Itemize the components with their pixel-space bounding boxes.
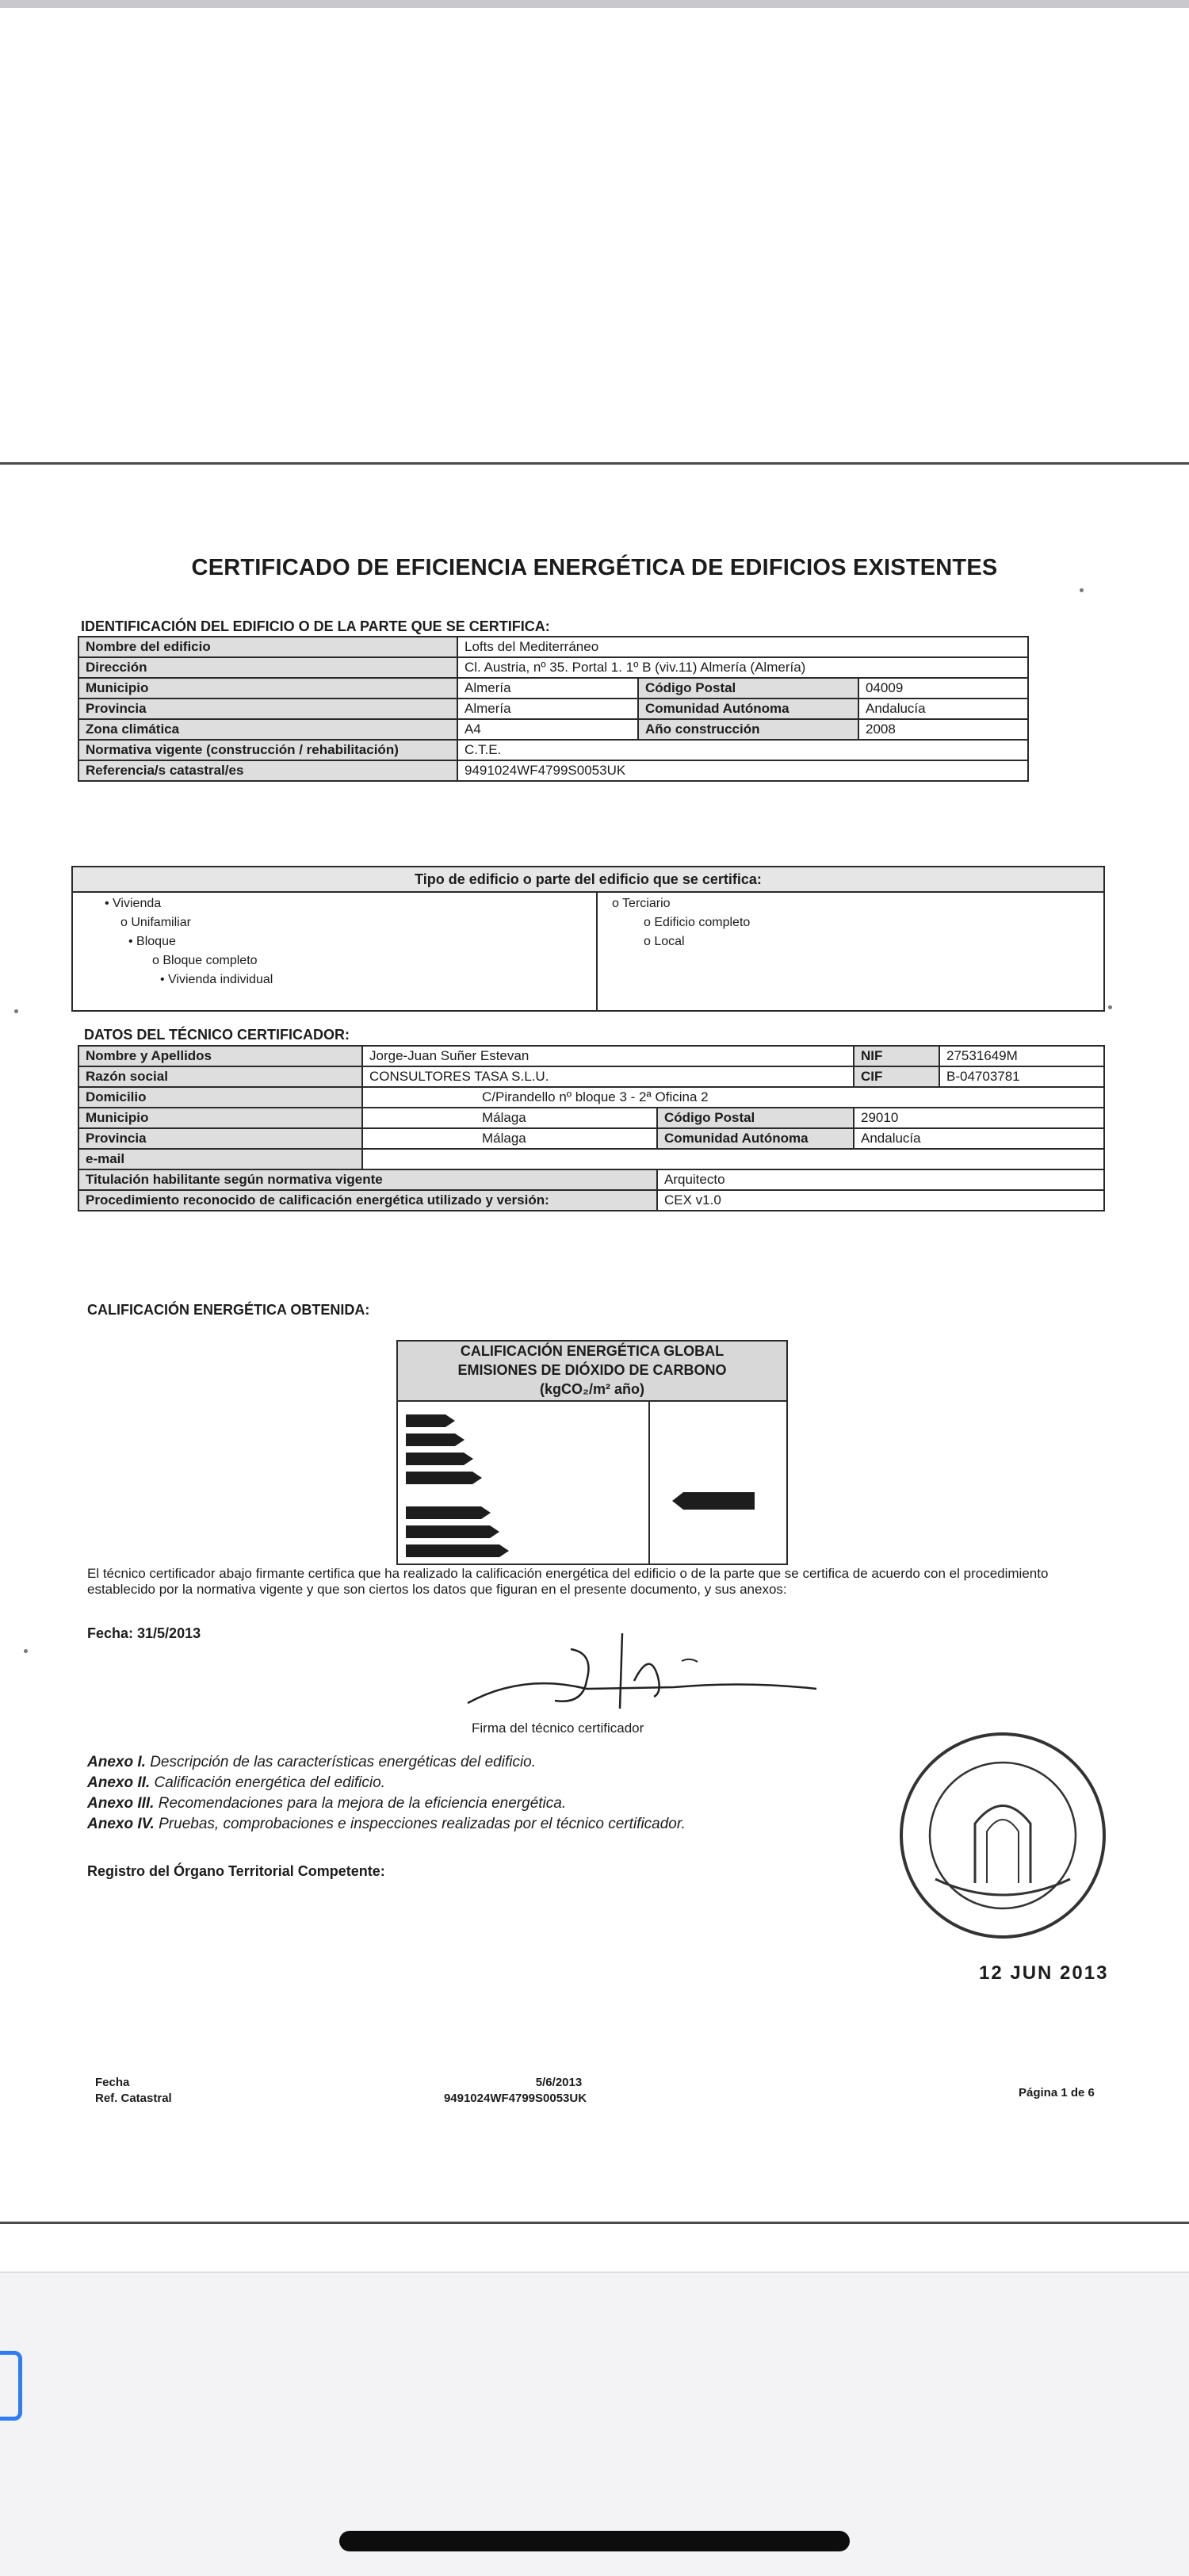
cadastral-ref-label: Referencia/s catastral/es xyxy=(78,760,457,781)
region-value: Andalucía xyxy=(858,699,1028,719)
municipio-value: Almería xyxy=(457,678,638,699)
building-type-header: Tipo de edificio o parte del edificio que se certifica: xyxy=(73,867,1103,893)
tech-municipio-value: Málaga xyxy=(362,1108,657,1128)
energy-rating-box xyxy=(396,1340,788,1565)
scan-speck xyxy=(24,1649,28,1653)
table-row xyxy=(78,1087,1104,1108)
option-bloque-completo: o Bloque completo xyxy=(152,954,258,967)
razon-social-label: Razón social xyxy=(78,1066,362,1087)
scan-speck xyxy=(14,1009,18,1013)
building-name-value: Lofts del Mediterráneo xyxy=(457,637,1028,657)
rating-header-line3: (kgCO₂/m² año) xyxy=(540,1381,644,1397)
table-row xyxy=(78,1190,1104,1211)
postal-code-value: 04009 xyxy=(858,678,1028,699)
technician-table xyxy=(78,1045,1105,1211)
document-title: CERTIFICADO DE EFICIENCIA ENERGÉTICA DE EDIFICIOS EXISTENTES xyxy=(191,555,998,580)
tech-postal-label: Código Postal xyxy=(657,1108,854,1128)
normativa-label: Normativa vigente (construcción / rehabilitación) xyxy=(78,740,457,760)
razon-social-value: CONSULTORES TASA S.L.U. xyxy=(362,1066,854,1087)
tech-municipio-label: Municipio xyxy=(78,1108,362,1128)
footer-labels xyxy=(95,2075,172,2107)
scan-edge-bottom xyxy=(0,2222,1189,2224)
tech-name-value: Jorge-Juan Suñer Estevan xyxy=(362,1046,854,1066)
page-number: Página 1 de 6 xyxy=(1019,2086,1095,2099)
tech-provincia-label: Provincia xyxy=(78,1128,362,1149)
rating-bar-3 xyxy=(406,1453,464,1465)
option-edificio-completo: o Edificio completo xyxy=(644,916,751,929)
official-seal-icon xyxy=(888,1721,1118,1950)
building-type-divider xyxy=(596,891,598,1010)
document-icon[interactable] xyxy=(0,2351,22,2421)
footer-date-value: 5/6/2013 xyxy=(535,2076,583,2089)
email-label: e-mail xyxy=(78,1149,362,1169)
building-table xyxy=(78,636,1029,782)
annex-1: Anexo I. Descripción de las características energéticas del edificio. xyxy=(87,1754,537,1770)
issue-date: Fecha: 31/5/2013 xyxy=(87,1625,201,1641)
signature-icon xyxy=(412,1617,824,1721)
footer-values xyxy=(388,2075,642,2107)
nif-value: 27531649M xyxy=(939,1046,1104,1066)
titulacion-label: Titulación habilitante según normativa vigente xyxy=(78,1169,657,1190)
option-unifamiliar: o Unifamiliar xyxy=(120,916,191,929)
annex-3: Anexo III. Recomendaciones para la mejora de la eficiencia energética. xyxy=(87,1795,567,1812)
year-built-label: Año construcción xyxy=(638,719,858,740)
building-section-title: IDENTIFICACIÓN DEL EDIFICIO O DE LA PARTE QUE SE CERTIFICA: xyxy=(81,618,550,634)
scan-speck xyxy=(1108,1005,1112,1009)
table-row xyxy=(78,1169,1104,1190)
option-bloque: • Bloque xyxy=(128,935,176,948)
nif-label: NIF xyxy=(854,1046,939,1066)
signature-label: Firma del técnico certificador xyxy=(472,1721,644,1736)
rating-divider xyxy=(648,1400,650,1564)
rating-bar-7 xyxy=(406,1544,499,1557)
footer-date-label: Fecha xyxy=(95,2076,130,2089)
certificate-document xyxy=(63,452,1126,2216)
annex-2: Anexo II. Calificación energética del edificio. xyxy=(87,1774,385,1791)
rating-section-title: CALIFICACIÓN ENERGÉTICA OBTENIDA: xyxy=(87,1302,370,1318)
climate-zone-label: Zona climática xyxy=(78,719,457,740)
building-name-label: Nombre del edificio xyxy=(78,637,457,657)
table-row xyxy=(78,678,1028,699)
footer-ref-value: 9491024WF4799S0053UK xyxy=(443,2092,587,2105)
address-value: Cl. Austria, nº 35. Portal 1. 1º B (viv.11) Almería (Almería) xyxy=(457,657,1028,678)
table-row xyxy=(78,1149,1104,1169)
tech-name-label: Nombre y Apellidos xyxy=(78,1046,362,1066)
option-local: o Local xyxy=(644,935,685,948)
option-vivienda: • Vivienda xyxy=(105,897,162,910)
table-row xyxy=(78,637,1028,657)
footer-ref-label: Ref. Catastral xyxy=(95,2092,172,2105)
address-label: Dirección xyxy=(78,657,457,678)
rating-bar-6 xyxy=(406,1525,490,1538)
postal-code-label: Código Postal xyxy=(638,678,858,699)
tech-provincia-value: Málaga xyxy=(362,1128,657,1149)
rating-bar-1 xyxy=(406,1414,445,1427)
rating-result-marker xyxy=(683,1492,755,1510)
cif-value: B-04703781 xyxy=(939,1066,1104,1087)
cadastral-ref-value: 9491024WF4799S0053UK xyxy=(457,760,1028,781)
rating-bar-2 xyxy=(406,1433,455,1446)
table-row xyxy=(78,1046,1104,1066)
rating-bar-4 xyxy=(406,1472,472,1484)
procedimiento-label: Procedimiento reconocido de calificación energética utilizado y versión: xyxy=(78,1190,657,1211)
home-indicator[interactable] xyxy=(339,2531,850,2551)
table-row xyxy=(78,1108,1104,1128)
option-vivienda-individual: • Vivienda individual xyxy=(160,973,273,986)
table-row xyxy=(78,740,1028,760)
tech-region-value: Andalucía xyxy=(854,1128,1104,1149)
procedimiento-value: CEX v1.0 xyxy=(657,1190,1104,1211)
provincia-label: Provincia xyxy=(78,699,457,719)
domicilio-value: C/Pirandello nº bloque 3 - 2ª Oficina 2 xyxy=(362,1087,1104,1108)
building-type-box xyxy=(71,866,1105,1012)
stamp-date: 12 JUN 2013 xyxy=(979,1962,1109,1984)
status-bar xyxy=(0,0,1189,8)
climate-zone-value: A4 xyxy=(457,719,638,740)
titulacion-value: Arquitecto xyxy=(657,1169,1104,1190)
rating-header-line2: EMISIONES DE DIÓXIDO DE CARBONO xyxy=(457,1362,727,1378)
table-row xyxy=(78,1128,1104,1149)
table-row xyxy=(78,760,1028,781)
table-row xyxy=(78,657,1028,678)
cif-label: CIF xyxy=(854,1066,939,1087)
tech-region-label: Comunidad Autónoma xyxy=(657,1128,854,1149)
option-terciario: o Terciario xyxy=(612,897,671,910)
domicilio-label: Domicilio xyxy=(78,1087,362,1108)
technician-section-title: DATOS DEL TÉCNICO CERTIFICADOR: xyxy=(84,1027,350,1043)
table-row xyxy=(78,699,1028,719)
normativa-value: C.T.E. xyxy=(457,740,1028,760)
certification-statement: El técnico certificador abajo firmante certifica que ha realizado la calificación energética del edificio o de la parte que se certifica de acuerdo con el procedimiento establecido por la normativa vigente y que son ciertos los datos que figuran en el presente documento, y sus anexos: xyxy=(87,1566,1049,1597)
region-label: Comunidad Autónoma xyxy=(638,699,858,719)
registry-label: Registro del Órgano Territorial Competente: xyxy=(87,1863,385,1879)
tech-postal-value: 29010 xyxy=(854,1108,1104,1128)
rating-bar-5 xyxy=(406,1506,481,1519)
table-row xyxy=(78,719,1028,740)
energy-rating-header xyxy=(398,1342,786,1402)
rating-header-line1: CALIFICACIÓN ENERGÉTICA GLOBAL xyxy=(460,1343,724,1359)
scan-speck xyxy=(1080,588,1084,592)
provincia-value: Almería xyxy=(457,699,638,719)
annex-4: Anexo IV. Pruebas, comprobaciones e inspecciones realizadas por el técnico certificador. xyxy=(87,1816,686,1832)
email-value xyxy=(362,1149,1104,1169)
table-row xyxy=(78,1066,1104,1087)
municipio-label: Municipio xyxy=(78,678,457,699)
year-built-value: 2008 xyxy=(858,719,1028,740)
